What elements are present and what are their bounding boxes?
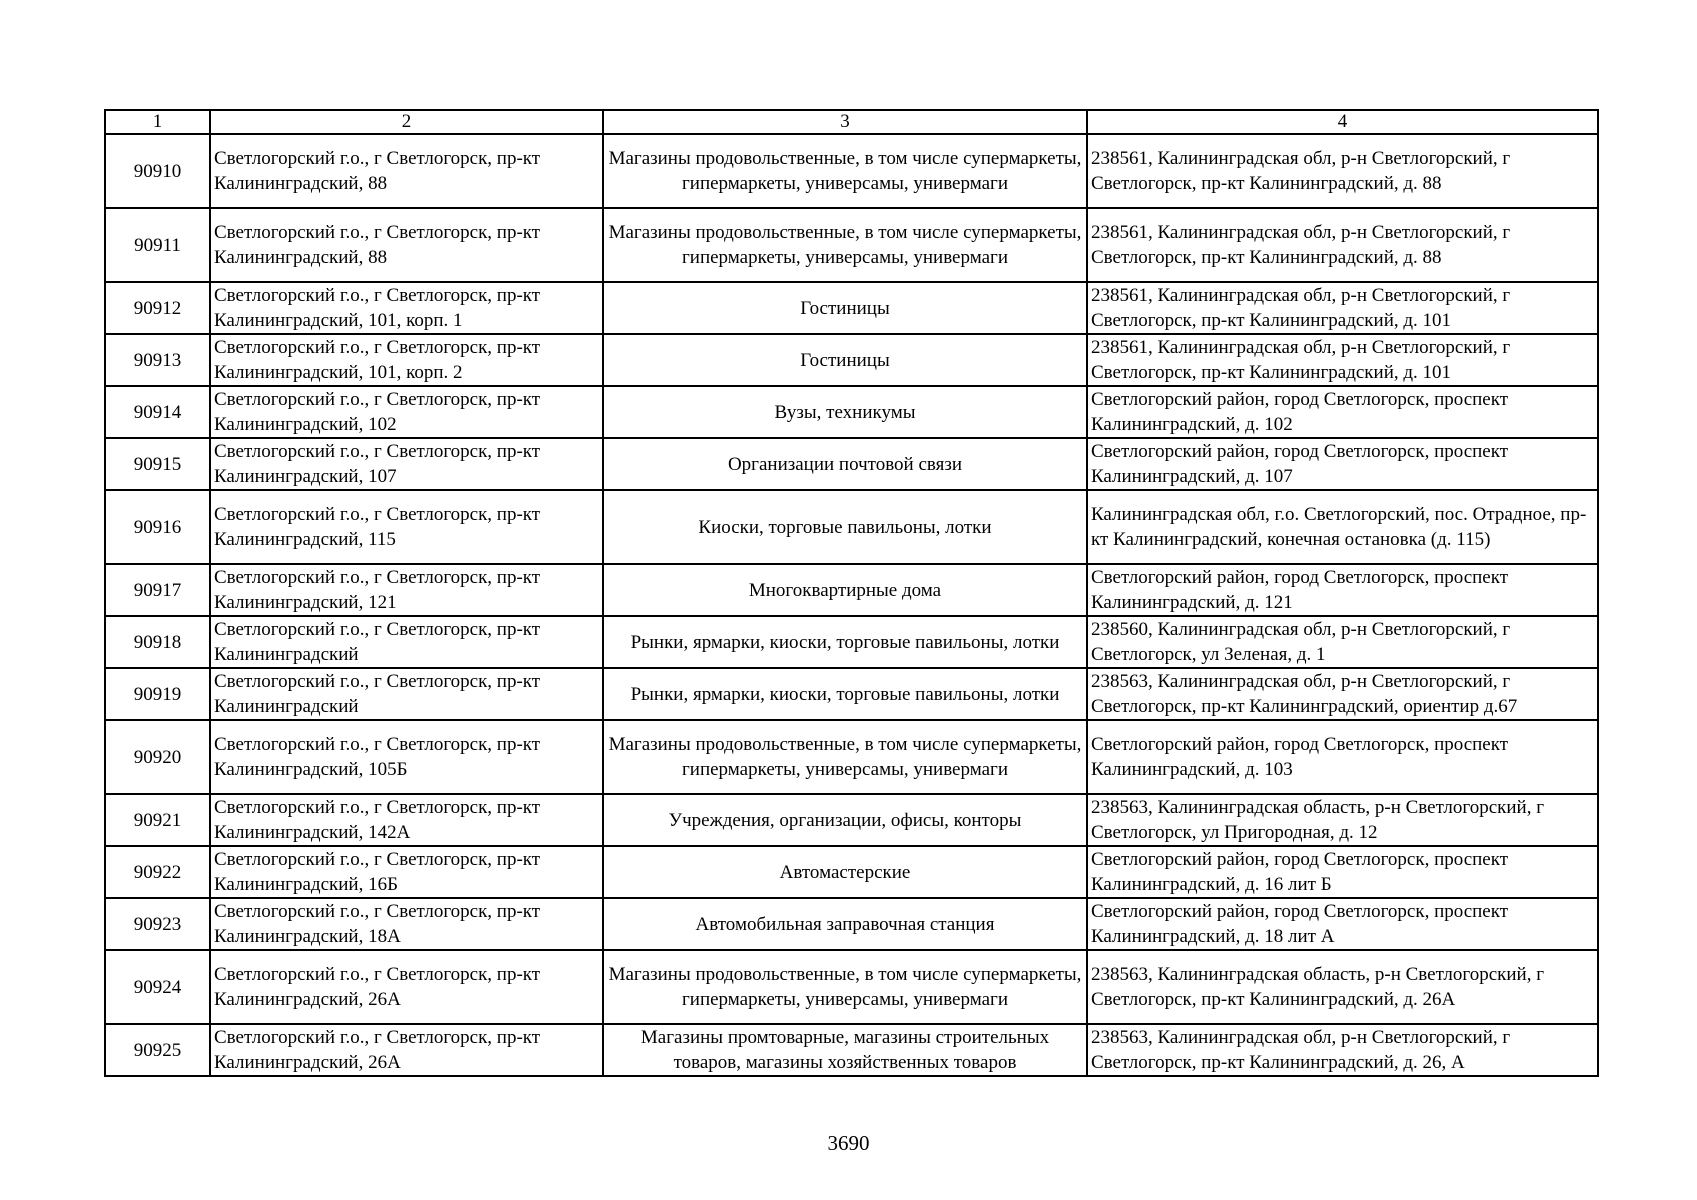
object-type: Рынки, ярмарки, киоски, торговые павильоны, лотки <box>603 668 1087 720</box>
table-row <box>105 846 1598 898</box>
object-type: Вузы, техникумы <box>603 386 1087 438</box>
object-type: Автомастерские <box>603 846 1087 898</box>
table-row <box>105 794 1598 846</box>
object-type: Гостиницы <box>603 334 1087 386</box>
row-number: 90923 <box>105 898 210 950</box>
object-address: Светлогорский г.о., г Светлогорск, пр-кт Калининградский, 115 <box>210 490 603 564</box>
object-address: Светлогорский г.о., г Светлогорск, пр-кт Калининградский, 16Б <box>210 846 603 898</box>
object-location: 238563, Калининградская обл, р-н Светлогорский, г Светлогорск, пр-кт Калининградский, д. 26, А <box>1087 1024 1598 1076</box>
registry-table <box>104 109 1599 1077</box>
row-number: 90912 <box>105 282 210 334</box>
object-address: Светлогорский г.о., г Светлогорск, пр-кт Калининградский, 102 <box>210 386 603 438</box>
object-location: Светлогорский район, город Светлогорск, проспект Калининградский, д. 16 лит Б <box>1087 846 1598 898</box>
object-address: Светлогорский г.о., г Светлогорск, пр-кт Калининградский, 101, корп. 1 <box>210 282 603 334</box>
row-number: 90918 <box>105 616 210 668</box>
table-header <box>105 110 1598 134</box>
column-header: 2 <box>210 110 603 134</box>
object-type: Магазины продовольственные, в том числе супермаркеты, гипермаркеты, универсамы, универмаги <box>603 720 1087 794</box>
object-location: Светлогорский район, город Светлогорск, проспект Калининградский, д. 107 <box>1087 438 1598 490</box>
object-location: 238561, Калининградская обл, р-н Светлогорский, г Светлогорск, пр-кт Калининградский, д. 88 <box>1087 134 1598 208</box>
row-number: 90920 <box>105 720 210 794</box>
table-row <box>105 898 1598 950</box>
row-number: 90915 <box>105 438 210 490</box>
object-location: Светлогорский район, город Светлогорск, проспект Калининградский, д. 103 <box>1087 720 1598 794</box>
row-number: 90911 <box>105 208 210 282</box>
object-address: Светлогорский г.о., г Светлогорск, пр-кт Калининградский, 88 <box>210 134 603 208</box>
row-number: 90917 <box>105 564 210 616</box>
table-row <box>105 720 1598 794</box>
table-body <box>105 134 1598 1076</box>
object-type: Многоквартирные дома <box>603 564 1087 616</box>
row-number: 90914 <box>105 386 210 438</box>
object-type: Автомобильная заправочная станция <box>603 898 1087 950</box>
object-type: Рынки, ярмарки, киоски, торговые павильоны, лотки <box>603 616 1087 668</box>
object-address: Светлогорский г.о., г Светлогорск, пр-кт Калининградский <box>210 616 603 668</box>
table-row <box>105 668 1598 720</box>
object-address: Светлогорский г.о., г Светлогорск, пр-кт Калининградский, 18А <box>210 898 603 950</box>
table-row <box>105 950 1598 1024</box>
object-address: Светлогорский г.о., г Светлогорск, пр-кт Калининградский, 101, корп. 2 <box>210 334 603 386</box>
object-type: Магазины промтоварные, магазины строительных товаров, магазины хозяйственных товаров <box>603 1024 1087 1076</box>
object-type: Магазины продовольственные, в том числе супермаркеты, гипермаркеты, универсамы, универмаги <box>603 134 1087 208</box>
row-number: 90913 <box>105 334 210 386</box>
column-header: 1 <box>105 110 210 134</box>
header-row <box>105 110 1598 134</box>
row-number: 90910 <box>105 134 210 208</box>
object-address: Светлогорский г.о., г Светлогорск, пр-кт Калининградский, 26А <box>210 950 603 1024</box>
object-type: Гостиницы <box>603 282 1087 334</box>
object-address: Светлогорский г.о., г Светлогорск, пр-кт Калининградский, 26А <box>210 1024 603 1076</box>
object-location: 238560, Калининградская обл, р-н Светлогорский, г Светлогорск, ул Зеленая, д. 1 <box>1087 616 1598 668</box>
object-location: 238563, Калининградская область, р-н Светлогорский, г Светлогорск, пр-кт Калининградский, д. 26А <box>1087 950 1598 1024</box>
row-number: 90916 <box>105 490 210 564</box>
table-row <box>105 438 1598 490</box>
row-number: 90925 <box>105 1024 210 1076</box>
object-type: Магазины продовольственные, в том числе супермаркеты, гипермаркеты, универсамы, универмаги <box>603 208 1087 282</box>
object-type: Организации почтовой связи <box>603 438 1087 490</box>
column-header: 4 <box>1087 110 1598 134</box>
table-row <box>105 1024 1598 1076</box>
object-type: Киоски, торговые павильоны, лотки <box>603 490 1087 564</box>
row-number: 90924 <box>105 950 210 1024</box>
object-location: Калининградская обл, г.о. Светлогорский, пос. Отрадное, пр-кт Калининградский, конечная остановка (д. 115) <box>1087 490 1598 564</box>
object-location: Светлогорский район, город Светлогорск, проспект Калининградский, д. 102 <box>1087 386 1598 438</box>
table-row <box>105 282 1598 334</box>
object-address: Светлогорский г.о., г Светлогорск, пр-кт Калининградский, 142А <box>210 794 603 846</box>
object-location: 238563, Калининградская область, р-н Светлогорский, г Светлогорск, ул Пригородная, д. 12 <box>1087 794 1598 846</box>
object-address: Светлогорский г.о., г Светлогорск, пр-кт Калининградский, 88 <box>210 208 603 282</box>
object-location: 238561, Калининградская обл, р-н Светлогорский, г Светлогорск, пр-кт Калининградский, д. 101 <box>1087 282 1598 334</box>
object-location: 238563, Калининградская обл, р-н Светлогорский, г Светлогорск, пр-кт Калининградский, ориентир д.67 <box>1087 668 1598 720</box>
table-row <box>105 616 1598 668</box>
object-location: Светлогорский район, город Светлогорск, проспект Калининградский, д. 18 лит А <box>1087 898 1598 950</box>
table-row <box>105 386 1598 438</box>
object-address: Светлогорский г.о., г Светлогорск, пр-кт Калининградский, 105Б <box>210 720 603 794</box>
table-row <box>105 208 1598 282</box>
table-row <box>105 564 1598 616</box>
row-number: 90921 <box>105 794 210 846</box>
object-location: Светлогорский район, город Светлогорск, проспект Калининградский, д. 121 <box>1087 564 1598 616</box>
row-number: 90922 <box>105 846 210 898</box>
object-type: Учреждения, организации, офисы, конторы <box>603 794 1087 846</box>
object-location: 238561, Калининградская обл, р-н Светлогорский, г Светлогорск, пр-кт Калининградский, д. 101 <box>1087 334 1598 386</box>
object-location: 238561, Калининградская обл, р-н Светлогорский, г Светлогорск, пр-кт Калининградский, д. 88 <box>1087 208 1598 282</box>
column-header: 3 <box>603 110 1087 134</box>
table-row <box>105 490 1598 564</box>
object-address: Светлогорский г.о., г Светлогорск, пр-кт Калининградский, 107 <box>210 438 603 490</box>
object-type: Магазины продовольственные, в том числе супермаркеты, гипермаркеты, универсамы, универмаги <box>603 950 1087 1024</box>
object-address: Светлогорский г.о., г Светлогорск, пр-кт Калининградский, 121 <box>210 564 603 616</box>
table-row <box>105 334 1598 386</box>
object-address: Светлогорский г.о., г Светлогорск, пр-кт Калининградский <box>210 668 603 720</box>
page-number: 3690 <box>827 1131 870 1155</box>
row-number: 90919 <box>105 668 210 720</box>
table-row <box>105 134 1598 208</box>
